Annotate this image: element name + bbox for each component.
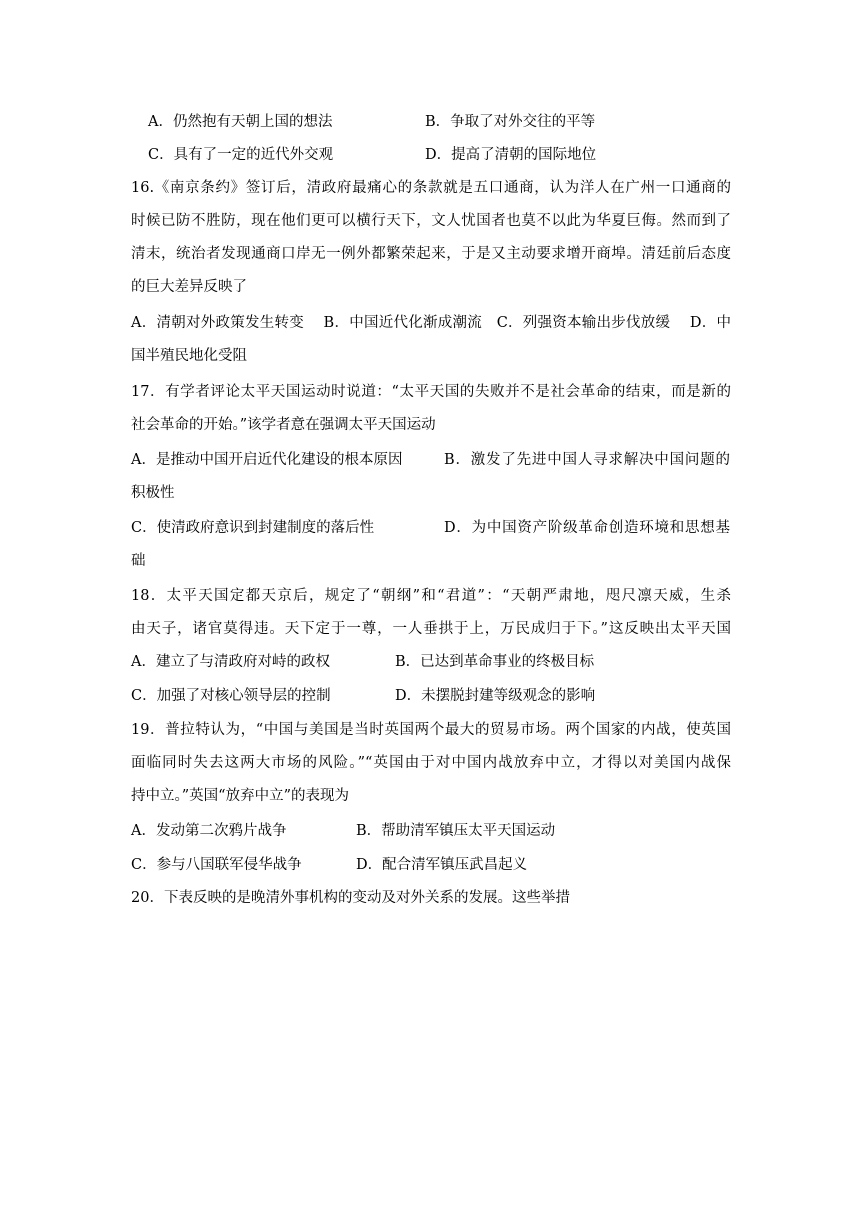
q15-option-d: D．提高了清朝的国际地位 xyxy=(425,147,597,163)
q17-option-b-continued: 积极性 xyxy=(131,485,175,501)
q19-stem-line-3: 持中立。”英国“放弃中立”的表现为 xyxy=(131,788,349,804)
q16-options-line-2: 国半殖民地化受阻 xyxy=(131,348,247,364)
q16-options-line-1: A．清朝对外政策发生转变 B．中国近代化渐成潮流 C．列强资本输出步伐放缓 D．中 xyxy=(131,315,731,331)
q16-stem-line-1: 16.《南京条约》签订后，清政府最痛心的条款就是五口通商，认为洋人在广州一口通商的 xyxy=(131,180,731,196)
q17-stem-line-2: 社会革命的开始。”该学者意在强调太平天国运动 xyxy=(131,417,436,433)
q19-option-d: D．配合清军镇压武昌起义 xyxy=(356,857,528,873)
q17-option-d: D．为中国资产阶级革命创造环境和思想基 xyxy=(444,520,730,536)
q19-stem-line-2: 面临同时失去这两大市场的风险。”“英国由于对中国内战放弃中立，才得以对美国内战保 xyxy=(131,755,731,771)
q19-option-b: B．帮助清军镇压太平天国运动 xyxy=(356,823,556,839)
q18-stem-line-1: 18．太平天国定都天京后，规定了“朝纲”和“君道”：“天朝严肃地，咫尺凛天威，生杀 xyxy=(131,588,731,604)
q18-stem-line-2: 由天子，诸官莫得违。天下定于一尊，一人垂拱于上，万民成归于下。”这反映出太平天国 xyxy=(131,621,731,637)
q16-stem-line-2: 时候已防不胜防，现在他们更可以横行天下，文人忧国者也莫不以此为华夏巨侮。然而到了 xyxy=(131,213,731,229)
q17-option-a: A．是推动中国开启近代化建设的根本原因 xyxy=(131,452,403,468)
q18-option-b: B．已达到革命事业的终极目标 xyxy=(395,654,595,670)
q16-stem-line-3: 清末，统治者发现通商口岸无一例外都繁荣起来，于是又主动要求增开商埠。清廷前后态度 xyxy=(131,246,731,262)
q16-stem-line-4: 的巨大差异反映了 xyxy=(131,279,247,295)
q20-stem: 20．下表反映的是晚清外事机构的变动及对外关系的发展。这些举措 xyxy=(131,890,570,906)
q18-option-a: A．建立了与清政府对峙的政权 xyxy=(131,654,330,670)
q19-option-c: C．参与八国联军侵华战争 xyxy=(131,857,302,873)
q19-stem-line-1: 19．普拉特认为，“中国与美国是当时英国两个最大的贸易市场。两个国家的内战，使英国 xyxy=(131,722,731,738)
q15-option-c: C．具有了一定的近代外交观 xyxy=(148,147,334,163)
q15-option-a: A．仍然抱有天朝上国的想法 xyxy=(148,114,333,130)
q19-option-a: A．发动第二次鸦片战争 xyxy=(131,823,287,839)
q15-option-b: B．争取了对外交往的平等 xyxy=(425,114,596,130)
q18-option-c: C．加强了对核心领导层的控制 xyxy=(131,688,331,704)
q17-stem-line-1: 17．有学者评论太平天国运动时说道：“太平天国的失败并不是社会革命的结束，而是新的 xyxy=(131,384,731,400)
q17-option-d-continued: 础 xyxy=(131,553,146,569)
q17-option-c: C．使清政府意识到封建制度的落后性 xyxy=(131,520,375,536)
q18-option-d: D．未摆脱封建等级观念的影响 xyxy=(395,688,596,704)
q17-option-b: B．激发了先进中国人寻求解决中国问题的 xyxy=(444,452,730,468)
